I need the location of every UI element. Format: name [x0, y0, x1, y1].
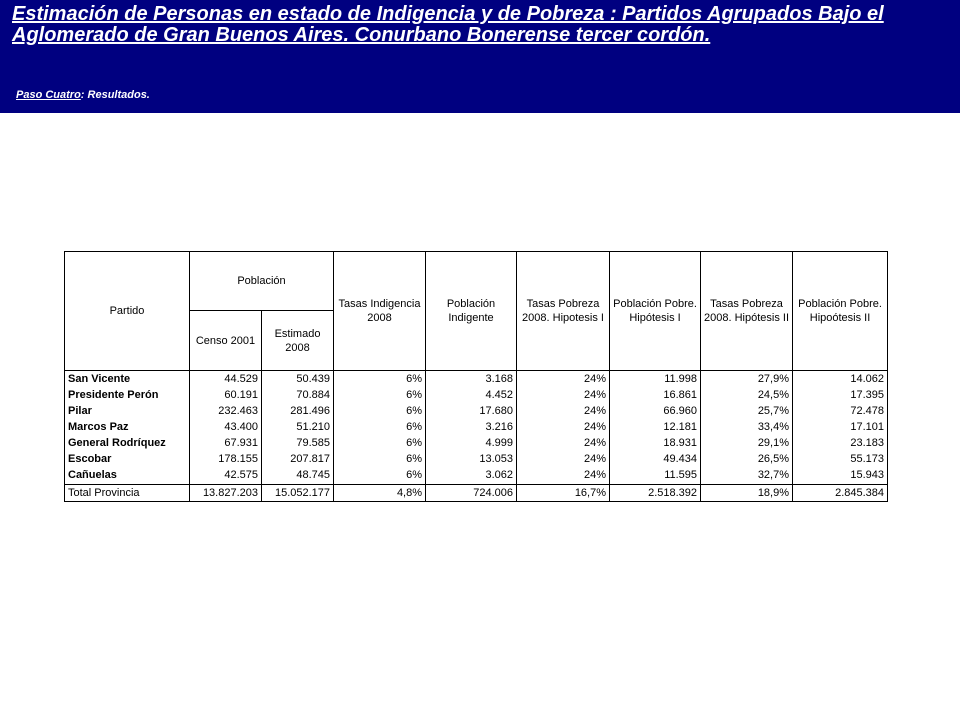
cell-tasa-indigencia: 6% [334, 387, 426, 403]
cell-poblacion-pobre-1: 18.931 [610, 435, 701, 451]
header-poblacion-pobre-1: Población Pobre. Hipótesis I [610, 252, 701, 371]
cell-poblacion-pobre-1: 12.181 [610, 419, 701, 435]
cell-poblacion-indigente: 3.062 [426, 467, 517, 483]
cell-tasa-pobreza-1: 24% [517, 467, 610, 483]
cell-estimado: 70.884 [262, 387, 334, 403]
header-tasas-indigencia: Tasas Indigencia 2008 [334, 252, 426, 371]
cell-poblacion-pobre-2: 2.845.384 [793, 485, 888, 502]
cell-tasa-pobreza-1: 24% [517, 451, 610, 467]
header-censo: Censo 2001 [190, 311, 262, 371]
cell-censo: 67.931 [190, 435, 262, 451]
cell-tasa-indigencia: 6% [334, 403, 426, 419]
cell-estimado: 281.496 [262, 403, 334, 419]
cell-censo: 60.191 [190, 387, 262, 403]
cell-partido: Escobar [65, 451, 190, 467]
cell-tasa-indigencia: 6% [334, 419, 426, 435]
table-row [65, 371, 888, 388]
cell-censo: 42.575 [190, 467, 262, 483]
cell-estimado: 207.817 [262, 451, 334, 467]
cell-partido: Total Provincia [65, 485, 190, 502]
total-row [65, 485, 888, 502]
cell-tasa-indigencia: 6% [334, 435, 426, 451]
header-poblacion: Población [190, 252, 334, 311]
header-partido: Partido [65, 252, 190, 371]
cell-poblacion-pobre-2: 15.943 [793, 467, 888, 483]
cell-poblacion-pobre-2: 17.101 [793, 419, 888, 435]
cell-tasa-pobreza-2: 29,1% [701, 435, 793, 451]
cell-poblacion-pobre-2: 23.183 [793, 435, 888, 451]
cell-partido: Presidente Perón [65, 387, 190, 403]
cell-censo: 178.155 [190, 451, 262, 467]
cell-poblacion-pobre-1: 66.960 [610, 403, 701, 419]
cell-tasa-pobreza-2: 33,4% [701, 419, 793, 435]
cell-poblacion-indigente: 17.680 [426, 403, 517, 419]
header-row-top [65, 252, 888, 311]
cell-poblacion-pobre-1: 11.998 [610, 371, 701, 388]
cell-poblacion-pobre-1: 16.861 [610, 387, 701, 403]
cell-poblacion-pobre-1: 49.434 [610, 451, 701, 467]
cell-poblacion-pobre-1: 11.595 [610, 467, 701, 483]
cell-partido: Pilar [65, 403, 190, 419]
cell-poblacion-pobre-2: 14.062 [793, 371, 888, 388]
cell-censo: 232.463 [190, 403, 262, 419]
cell-tasa-pobreza-2: 32,7% [701, 467, 793, 483]
cell-estimado: 51.210 [262, 419, 334, 435]
subtitle-text: : Resultados. [80, 89, 150, 101]
cell-tasa-indigencia: 6% [334, 371, 426, 388]
cell-poblacion-indigente: 3.168 [426, 371, 517, 388]
cell-tasa-indigencia: 6% [334, 451, 426, 467]
cell-partido: Cañuelas [65, 467, 190, 483]
cell-tasa-pobreza-1: 24% [517, 419, 610, 435]
table-row [65, 467, 888, 483]
header-poblacion-pobre-2: Población Pobre. Hipoótesis II [793, 252, 888, 371]
cell-tasa-pobreza-1: 24% [517, 387, 610, 403]
cell-poblacion-pobre-2: 55.173 [793, 451, 888, 467]
cell-tasa-indigencia: 4,8% [334, 485, 426, 502]
cell-tasa-pobreza-2: 25,7% [701, 403, 793, 419]
header-tasas-pobreza-2: Tasas Pobreza 2008. Hipótesis II [701, 252, 793, 371]
cell-estimado: 50.439 [262, 371, 334, 388]
table-row [65, 419, 888, 435]
cell-tasa-pobreza-2: 26,5% [701, 451, 793, 467]
cell-tasa-pobreza-2: 24,5% [701, 387, 793, 403]
cell-tasa-pobreza-2: 18,9% [701, 485, 793, 502]
table-row [65, 403, 888, 419]
cell-partido: Marcos Paz [65, 419, 190, 435]
cell-poblacion-indigente: 724.006 [426, 485, 517, 502]
cell-estimado: 48.745 [262, 467, 334, 483]
cell-censo: 43.400 [190, 419, 262, 435]
cell-censo: 44.529 [190, 371, 262, 388]
cell-tasa-pobreza-1: 24% [517, 435, 610, 451]
cell-tasa-indigencia: 6% [334, 467, 426, 483]
step-link[interactable]: Paso Cuatro [16, 89, 81, 101]
table-row [65, 435, 888, 451]
cell-poblacion-indigente: 13.053 [426, 451, 517, 467]
cell-tasa-pobreza-1: 24% [517, 371, 610, 388]
page-title: Estimación de Personas en estado de Indigencia y de Pobreza : Partidos Agrupados Bajo el Aglomerado de Gran Buenos Aires. Conurbano Bonerense tercer cordón. [12, 3, 884, 46]
cell-tasa-pobreza-1: 16,7% [517, 485, 610, 502]
table-row [65, 451, 888, 467]
cell-poblacion-indigente: 4.999 [426, 435, 517, 451]
cell-partido: San Vicente [65, 371, 190, 388]
cell-partido: General Rodríquez [65, 435, 190, 451]
cell-poblacion-indigente: 4.452 [426, 387, 517, 403]
cell-tasa-pobreza-1: 24% [517, 403, 610, 419]
results-table [64, 251, 888, 502]
cell-tasa-pobreza-2: 27,9% [701, 371, 793, 388]
cell-poblacion-pobre-2: 72.478 [793, 403, 888, 419]
cell-censo: 13.827.203 [190, 485, 262, 502]
cell-poblacion-indigente: 3.216 [426, 419, 517, 435]
header-estimado: Estimado 2008 [262, 311, 334, 371]
header-tasas-pobreza-1: Tasas Pobreza 2008. Hipotesis I [517, 252, 610, 371]
cell-estimado: 15.052.177 [262, 485, 334, 502]
subtitle [12, 89, 150, 101]
title-banner [0, 0, 960, 113]
table-row [65, 387, 888, 403]
cell-poblacion-pobre-2: 17.395 [793, 387, 888, 403]
header-poblacion-indigente: Población Indigente [426, 252, 517, 371]
cell-poblacion-pobre-1: 2.518.392 [610, 485, 701, 502]
cell-estimado: 79.585 [262, 435, 334, 451]
